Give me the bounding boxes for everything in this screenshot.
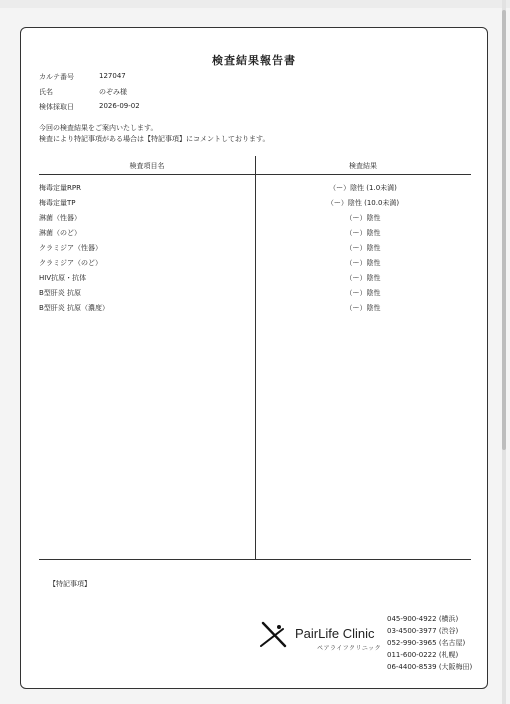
phone-number: 045-900-4922 (横浜) <box>387 615 459 623</box>
test-name: 梅毒定量TP <box>39 199 76 207</box>
meta-row-sample-date <box>39 102 140 117</box>
meta-label: 氏名 <box>39 88 53 96</box>
scrollbar-thumb[interactable] <box>502 10 506 450</box>
table-body <box>39 181 471 316</box>
test-result: （ー）陰性 <box>345 289 381 297</box>
test-result: （ー）陰性 <box>345 274 381 282</box>
test-name: 梅毒定量RPR <box>39 184 81 192</box>
intro-line: 今回の検査結果をご案内いたします。 <box>39 124 158 132</box>
clinic-phone-list <box>387 613 472 673</box>
clinic-logo-icon <box>257 620 291 650</box>
column-header-result: 検査結果 <box>349 162 377 170</box>
test-result: （ー）陰性 <box>345 244 381 252</box>
report-title: 検査結果報告書 <box>212 54 296 67</box>
test-name: クラミジア（性器） <box>39 244 102 252</box>
table-row <box>39 286 471 301</box>
clinic-name-kana: ペアライフクリニック <box>317 645 382 652</box>
test-name: クラミジア（のど） <box>39 259 102 267</box>
patient-meta <box>39 72 140 117</box>
meta-value: のぞみ様 <box>99 88 127 96</box>
meta-value: 2026-09-02 <box>99 102 140 110</box>
test-name: 淋菌（のど） <box>39 229 81 237</box>
clinic-name: PairLife Clinic <box>295 626 375 641</box>
table-row <box>39 211 471 226</box>
test-name: 淋菌（性器） <box>39 214 81 222</box>
table-row <box>39 271 471 286</box>
test-name: B型肝炎 抗原 <box>39 289 82 297</box>
top-bar <box>0 0 510 8</box>
meta-value: 127047 <box>99 72 126 80</box>
meta-label: カルテ番号 <box>39 73 74 81</box>
results-table <box>39 156 471 560</box>
test-name: HIV抗原・抗体 <box>39 274 87 282</box>
remarks-label: 【特記事項】 <box>49 580 91 588</box>
table-row <box>39 301 471 316</box>
table-row <box>39 226 471 241</box>
test-result: （ー）陰性 (10.0未満) <box>326 199 400 207</box>
test-result: （ー）陰性 <box>345 304 381 312</box>
column-header-test-name: 検査項目名 <box>129 162 165 170</box>
phone-number: 06-4400-8539 (大阪梅田) <box>387 663 473 671</box>
report-sheet <box>20 27 488 689</box>
test-name: B型肝炎 抗原（濃度） <box>39 304 110 312</box>
table-row <box>39 196 471 211</box>
intro-text <box>39 123 269 145</box>
meta-label: 検体採取日 <box>39 103 74 111</box>
test-result: （ー）陰性 <box>345 229 381 237</box>
table-row <box>39 241 471 256</box>
test-result: （ー）陰性 <box>345 214 381 222</box>
phone-number: 03-4500-3977 (渋谷) <box>387 627 459 635</box>
table-bottom-border <box>39 559 471 560</box>
clinic-logo <box>257 620 387 656</box>
test-result: （ー）陰性 <box>345 259 381 267</box>
table-row <box>39 181 471 196</box>
meta-row-chart-number <box>39 72 140 87</box>
table-row <box>39 256 471 271</box>
phone-number: 052-990-3965 (名古屋) <box>387 639 466 647</box>
meta-row-name <box>39 87 140 102</box>
test-result: （ー）陰性 (1.0未満) <box>329 184 397 192</box>
intro-line: 検査により特記事項がある場合は【特記事項】にコメントしております。 <box>39 135 270 143</box>
phone-number: 011-600-0222 (札幌) <box>387 651 459 659</box>
